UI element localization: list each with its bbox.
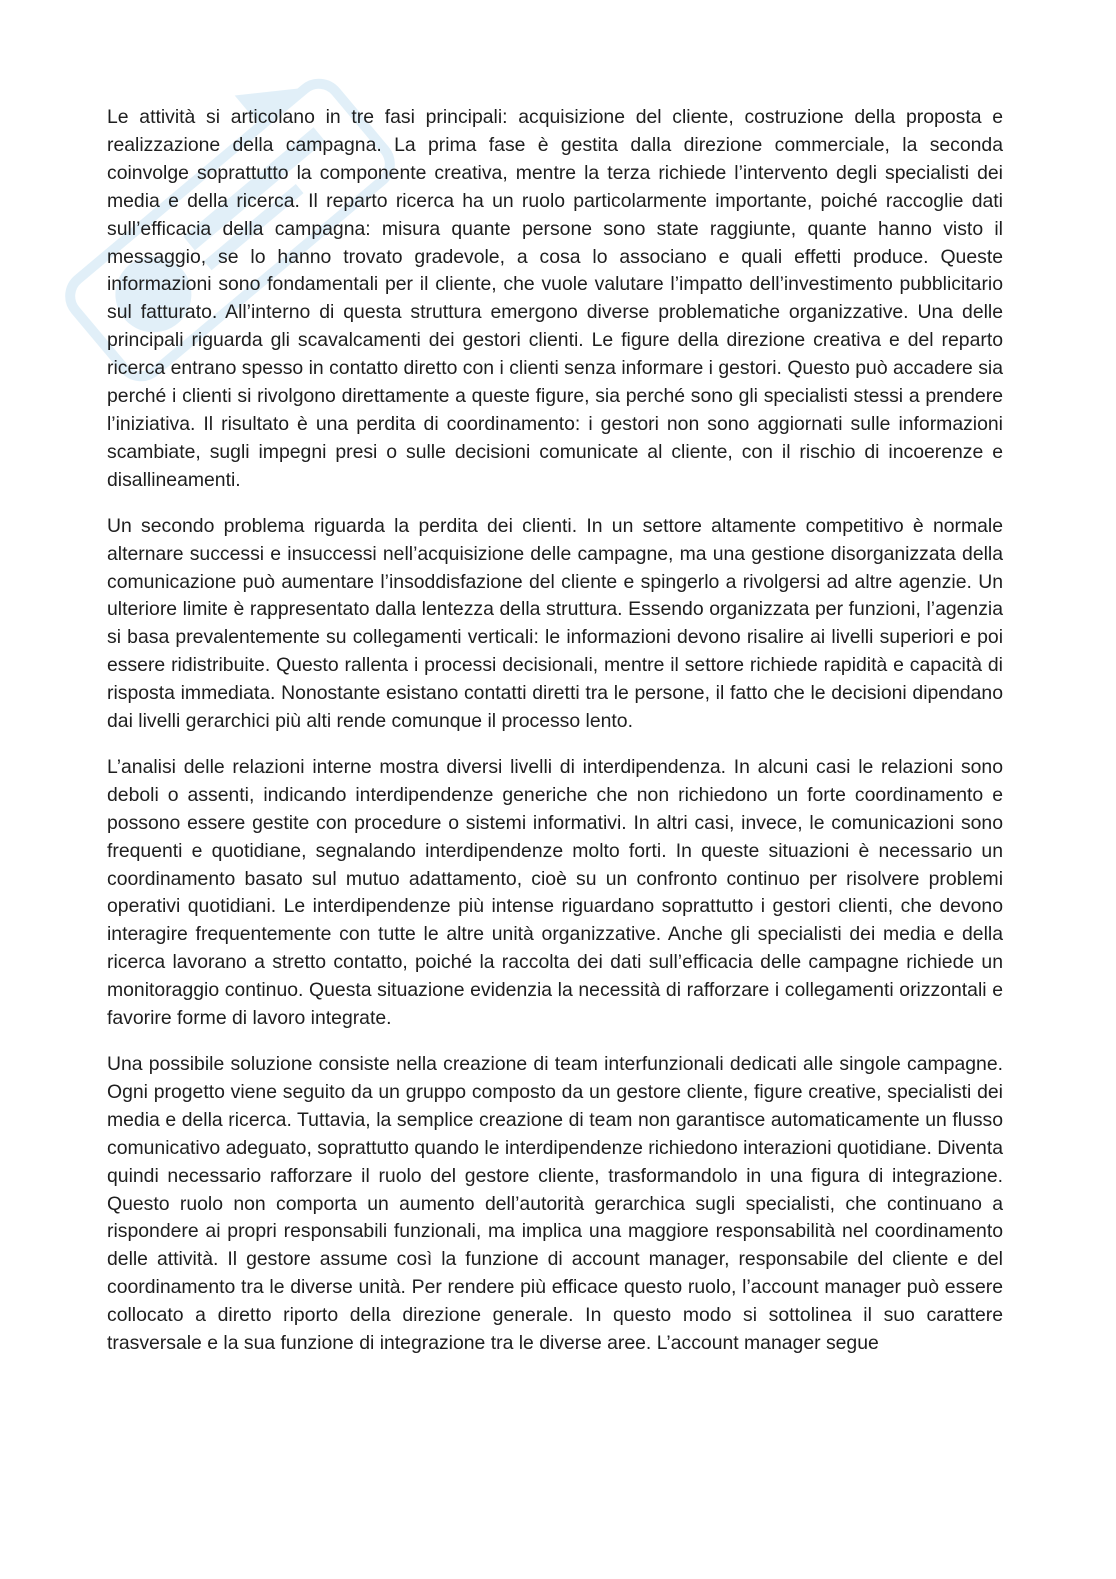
paragraph: Una possibile soluzione consiste nella creazione di team interfunzionali dedicati alle singole campagne. Ogni progetto viene seguito da un gruppo composto da un gestore cliente, figure creative, specialisti dei media e della ricerca. Tuttavia, la semplice creazione di team non garantisce automaticamente un flusso comunicativo adeguato, soprattutto quando le interdipendenze richiedono interazioni quotidiane. Diventa quindi necessario rafforzare il ruolo del gestore cliente, trasformandolo in una figura di integrazione. Questo ruolo non comporta un aumento dell’autorità gerarchica sugli specialisti, che continuano a rispondere ai propri responsabili funzionali, ma implica una maggiore responsabilità nel coordinamento delle attività. Il gestore assume così la funzione di account manager, responsabile del cliente e del coordinamento tra le diverse unità. Per rendere più efficace questo ruolo, l’account manager può essere collocato a diretto riporto della direzione generale. In questo modo si sottolinea il suo carattere trasversale e la sua funzione di integrazione tra le diverse aree. L’account manager segue xyxy=(107,1053,1003,1355)
paragraph: L’analisi delle relazioni interne mostra diversi livelli di interdipendenza. In alcuni casi le relazioni sono deboli o assenti, indicando interdipendenze generiche che non richiedono un forte coordinamento e possono essere gestite con procedure o sistemi informativi. In altri casi, invece, le comunicazioni sono frequenti e quotidiane, segnalando interdipendenze molto forti. In queste situazioni è necessario un coordinamento basato sul mutuo adattamento, cioè su un confronto continuo per risolvere problemi operativi quotidiani. Le interdipendenze più intense riguardano soprattutto i gestori clienti, che devono interagire frequentemente con tutte le altre unità organizzative. Anche gli specialisti dei media e della ricerca lavorano a stretto contatto, poiché la raccolta dei dati sull’efficacia delle campagne richiede un monitoraggio continuo. Questa situazione evidenzia la necessità di rafforzare i collegamenti orizzontali e favorire forme di lavoro integrate. xyxy=(107,755,1003,1030)
paragraph: Le attività si articolano in tre fasi principali: acquisizione del cliente, costruzione della proposta e realizzazione della campagna. La prima fase è gestita dalla direzione commerciale, la seconda coinvolge soprattutto la componente creativa, mentre la terza richiede l’intervento degli specialisti dei media e della ricerca. Il reparto ricerca ha un ruolo particolarmente importante, poiché raccoglie dati sull’efficacia della campagna: misura quante persone sono state raggiunte, quante hanno visto il messaggio, se lo hanno trovato gradevole, a cosa lo associano e quali effetti produce. Queste informazioni sono fondamentali per il cliente, che vuole valutare l’impatto dell’investimento pubblicitario sul fatturato. All’interno di questa struttura emergono diverse problematiche organizzative. Una delle principali riguarda gli scavalcamenti dei gestori clienti. Le figure della direzione creativa e del reparto ricerca entrano spesso in contatto diretto con i clienti senza informare i gestori. Questo può accadere sia perché i clienti si rivolgono direttamente a queste figure, sia perché sono gli specialisti stessi a prendere l’iniziativa. Il risultato è una perdita di coordinamento: i gestori non sono aggiornati sulle informazioni scambiate, sugli impegni presi o sulle decisioni comunicate al cliente, con il rischio di incoerenze e disallineamenti. xyxy=(107,106,1003,491)
paragraph: Un secondo problema riguarda la perdita dei clienti. In un settore altamente competitivo è normale alternare successi e insuccessi nell’acquisizione delle campagne, ma una gestione disorganizzata della comunicazione può aumentare l’insoddisfazione del cliente e spingerlo a rivolgersi ad altre agenzie. Un ulteriore limite è rappresentato dalla lentezza della struttura. Essendo organizzata per funzioni, l’agenzia si basa prevalentemente su collegamenti verticali: le informazioni devono risalire ai livelli superiori e poi essere ridistribuite. Questo rallenta i processi decisionali, mentre il settore richiede rapidità e capacità di risposta immediata. Nonostante esistano contatti diretti tra le persone, il fatto che le decisioni dipendano dai livelli gerarchici più alti rende comunque il processo lento. xyxy=(107,514,1003,733)
document-body xyxy=(107,104,1003,1376)
